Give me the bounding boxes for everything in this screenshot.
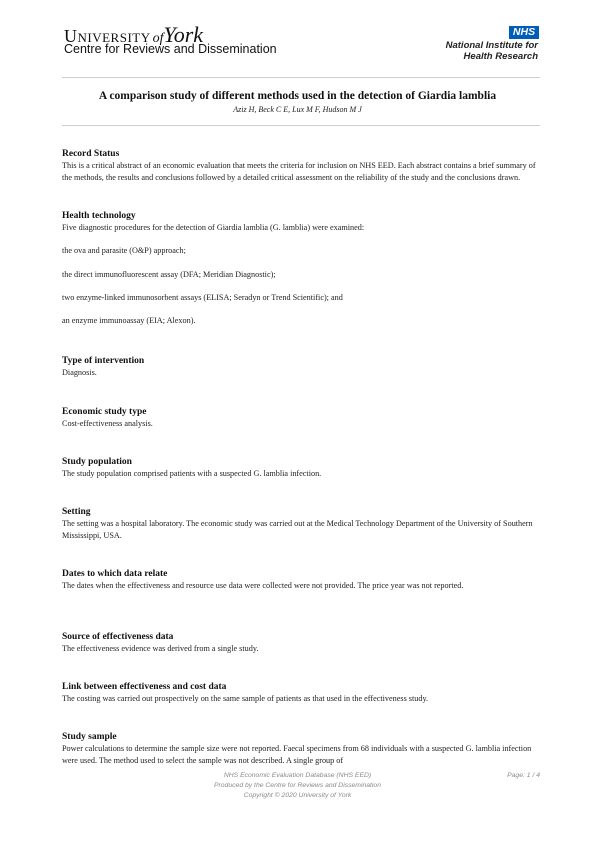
section-heading: Setting	[62, 507, 91, 517]
document-body	[62, 148, 540, 766]
footer-database: NHS Economic Evaluation Database (NHS EED)	[223, 772, 372, 779]
section-heading: Source of effectiveness data	[62, 632, 174, 642]
section-paragraph: The study population comprised patients with a suspected G. lamblia infection.	[62, 469, 322, 478]
page-footer	[0, 772, 595, 812]
logo-university-text: University	[64, 26, 151, 46]
header-divider	[62, 77, 540, 78]
section-economic-study-type	[62, 406, 540, 430]
section-paragraph: The costing was carried out prospectively on the same sample of patients as that used in the effectiveness study.	[62, 694, 429, 703]
nhs-logo-badge: NHS	[509, 26, 539, 39]
section-heading: Study population	[62, 457, 132, 467]
section-heading: Type of intervention	[62, 356, 145, 366]
logo-of-text: of	[152, 31, 164, 46]
section-dates	[62, 568, 540, 592]
section-heading: Health technology	[62, 211, 136, 221]
section-heading: Record Status	[62, 149, 120, 159]
section-heading: Economic study type	[62, 407, 147, 417]
section-paragraph: Power calculations to determine the sample size were not reported. Faecal specimens from 68 individuals with a suspected G. lamblia infection were used. The method used to select the sample was not described. A single group of	[62, 744, 532, 766]
section-paragraph: This is a critical abstract of an economic evaluation that meets the criteria for inclusion on NHS EED. Each abstract contains a brief summary of the methods, the results and conclusions followed by a detailed critical assessment on the reliability of the study and the conclusions drawn.	[62, 161, 536, 183]
nihr-line-1: National Institute for	[445, 40, 538, 51]
list-item: an enzyme immunoassay (EIA; Alexon).	[62, 316, 196, 326]
section-health-technology	[62, 210, 540, 327]
list-item: the direct immunofluorescent assay (DFA; Meridian Diagnostic);	[62, 269, 276, 279]
section-study-population	[62, 456, 540, 480]
title-divider	[62, 125, 540, 126]
section-paragraph: Five diagnostic procedures for the detection of Giardia lamblia (G. lamblia) were examined:	[62, 223, 365, 232]
section-record-status	[62, 148, 540, 185]
section-setting	[62, 506, 540, 543]
section-type-of-intervention	[62, 355, 540, 379]
list-item: the ova and parasite (O&P) approach;	[62, 246, 186, 256]
section-study-sample	[62, 731, 540, 766]
page-number: Page: 1 / 4	[507, 772, 540, 779]
section-link-effectiveness-cost	[62, 681, 540, 705]
section-paragraph: The effectiveness evidence was derived from a single study.	[62, 644, 259, 653]
section-paragraph: Cost-effectiveness analysis.	[62, 419, 153, 428]
footer-produced-by: Produced by the Centre for Reviews and Dissemination	[214, 782, 381, 789]
list-item: two enzyme-linked immunosorbent assays (ELISA; Seradyn or Trend Scientific); and	[62, 292, 343, 302]
nihr-line-2: Health Research	[463, 51, 538, 62]
section-heading: Link between effectiveness and cost data	[62, 682, 227, 692]
page-header	[0, 0, 595, 75]
document-authors: Aziz H, Beck C E, Lux M F, Hudson M J	[233, 105, 362, 114]
section-paragraph: The dates when the effectiveness and resource use data were collected were not provided. The price year was not reported.	[62, 581, 464, 590]
section-heading: Dates to which data relate	[62, 569, 168, 579]
section-source-effectiveness	[62, 631, 540, 655]
logo-york-text: York	[163, 22, 204, 47]
document-title: A comparison study of different methods used in the detection of Giardia lamblia	[98, 90, 497, 102]
footer-copyright: Copyright © 2020 University of York	[243, 792, 352, 799]
section-paragraph: Diagnosis.	[62, 368, 97, 377]
section-paragraph: The setting was a hospital laboratory. The economic study was carried out at the Medical Technology Department of the University of Southern Mississippi, USA.	[62, 519, 533, 541]
section-heading: Study sample	[62, 732, 117, 742]
centre-name: Centre for Reviews and Dissemination	[64, 42, 277, 56]
